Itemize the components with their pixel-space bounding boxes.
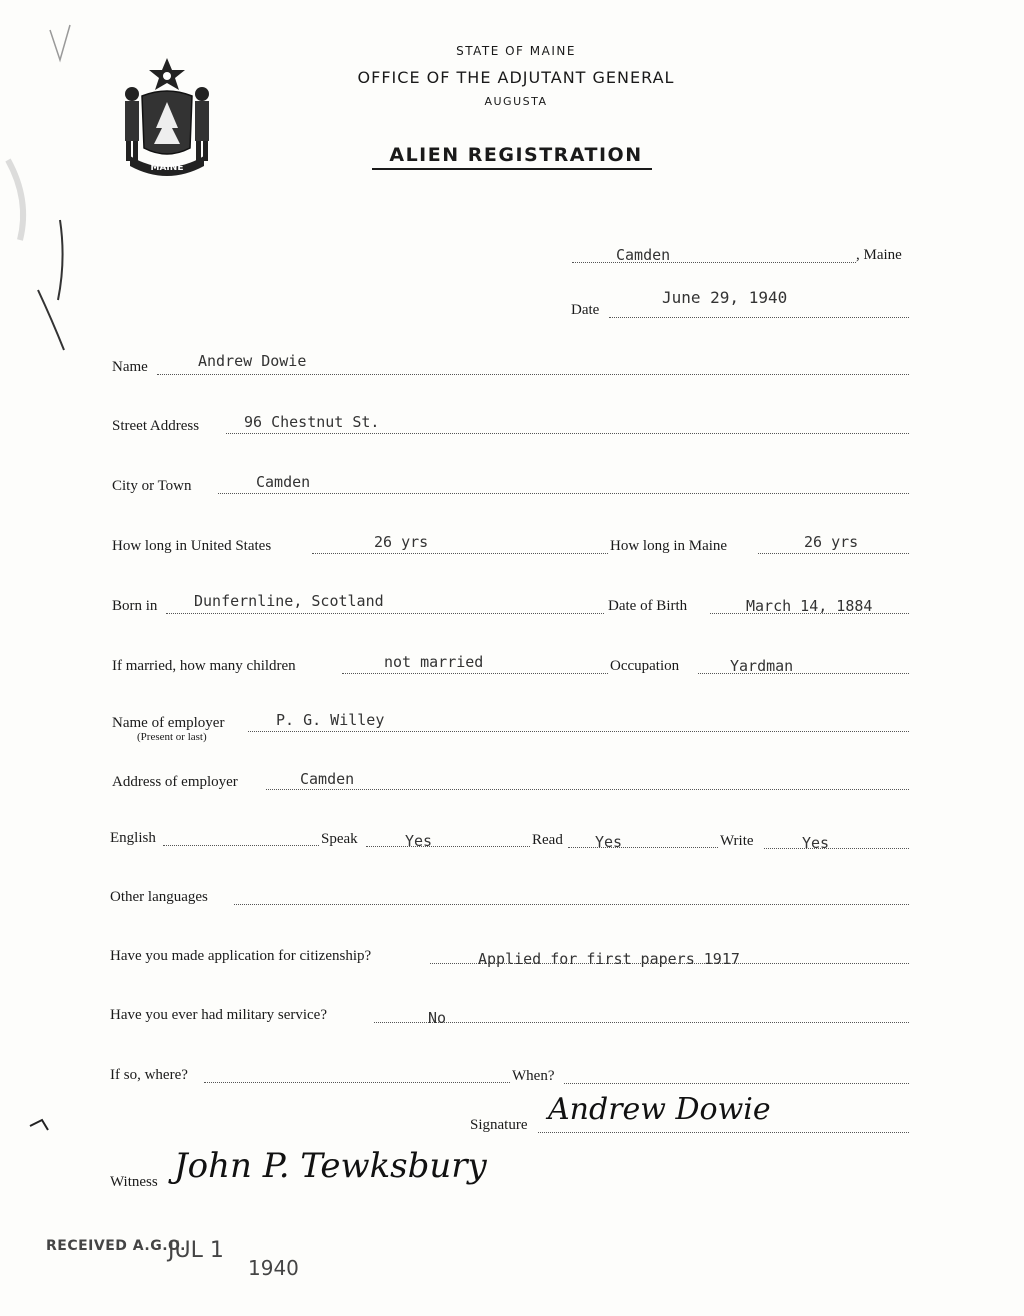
seal-banner-text: MAINE — [150, 163, 184, 173]
speak-value: Yes — [405, 832, 433, 850]
speak-label: Speak — [321, 831, 358, 847]
employer-label: Name of employer — [112, 715, 225, 731]
employer-value: P. G. Willey — [276, 711, 385, 729]
occupation-value: Yardman — [730, 657, 794, 675]
write-line — [764, 848, 909, 849]
date-value: June 29, 1940 — [662, 288, 788, 307]
state-heading: STATE OF MAINE — [456, 44, 576, 58]
town-line — [572, 262, 856, 263]
margin-scuff-marks — [0, 0, 100, 1316]
years-maine-value: 26 yrs — [804, 533, 859, 551]
name-label: Name — [112, 359, 148, 375]
applicant-signature: Andrew Dowie — [548, 1092, 771, 1127]
street-value: 96 Chestnut St. — [244, 413, 380, 431]
when-label: When? — [512, 1068, 555, 1084]
witness-signature: John P. Tewksbury — [174, 1146, 487, 1186]
other-languages-label: Other languages — [110, 889, 208, 905]
date-line — [609, 317, 909, 318]
received-stamp: RECEIVED A.G.O. — [46, 1238, 186, 1254]
received-stamp-year: 1940 — [248, 1256, 299, 1280]
speak-line — [366, 846, 530, 847]
children-line — [342, 673, 608, 674]
city-value: Camden — [256, 473, 311, 491]
city-line — [218, 493, 909, 494]
other-languages-line — [234, 904, 909, 905]
dob-value: March 14, 1884 — [746, 597, 873, 615]
state-suffix-label: , Maine — [856, 247, 902, 263]
where-line — [204, 1082, 510, 1083]
years-us-value: 26 yrs — [374, 533, 429, 551]
employer-line — [248, 731, 909, 732]
english-line — [163, 845, 319, 846]
write-label: Write — [720, 833, 754, 849]
born-in-value: Dunfernline, Scotland — [194, 592, 384, 610]
where-label: If so, where? — [110, 1067, 188, 1083]
city-heading: AUGUSTA — [484, 95, 548, 108]
town-value: Camden — [616, 246, 671, 264]
years-maine-label: How long in Maine — [610, 538, 728, 554]
years-maine-line — [758, 553, 909, 554]
read-value: Yes — [595, 833, 623, 851]
title-underline — [372, 168, 652, 170]
dob-label: Date of Birth — [608, 598, 688, 614]
military-value: No — [428, 1009, 447, 1027]
years-us-line — [312, 553, 608, 554]
signature-label: Signature — [470, 1117, 528, 1133]
office-heading: OFFICE OF THE ADJUTANT GENERAL — [357, 68, 675, 87]
maine-seal-icon — [112, 56, 222, 181]
signature-line — [538, 1132, 909, 1133]
citizenship-value: Applied for first papers 1917 — [478, 950, 740, 968]
children-value: not married — [384, 653, 484, 671]
employer-sublabel: (Present or last) — [137, 731, 207, 743]
witness-label: Witness — [110, 1174, 158, 1190]
born-in-label: Born in — [112, 598, 158, 614]
citizenship-label: Have you made application for citizenship? — [110, 948, 372, 964]
occupation-label: Occupation — [610, 658, 680, 674]
street-label: Street Address — [112, 418, 200, 434]
english-label: English — [110, 830, 156, 846]
received-stamp-date: JUL 1 — [168, 1238, 224, 1263]
military-line — [374, 1022, 909, 1023]
street-line — [226, 433, 909, 434]
name-value: Andrew Dowie — [198, 352, 307, 370]
when-line — [564, 1083, 909, 1084]
read-line — [568, 847, 718, 848]
military-label: Have you ever had military service? — [110, 1007, 327, 1023]
born-in-line — [166, 613, 604, 614]
name-line — [157, 374, 909, 375]
form-title: ALIEN REGISTRATION — [389, 144, 643, 166]
employer-address-label: Address of employer — [112, 774, 238, 790]
date-label: Date — [571, 302, 600, 318]
years-us-label: How long in United States — [112, 538, 272, 554]
employer-address-value: Camden — [300, 770, 355, 788]
children-label: If married, how many children — [112, 658, 296, 674]
city-label: City or Town — [112, 478, 192, 494]
write-value: Yes — [802, 834, 830, 852]
employer-address-line — [266, 789, 909, 790]
read-label: Read — [532, 832, 563, 848]
